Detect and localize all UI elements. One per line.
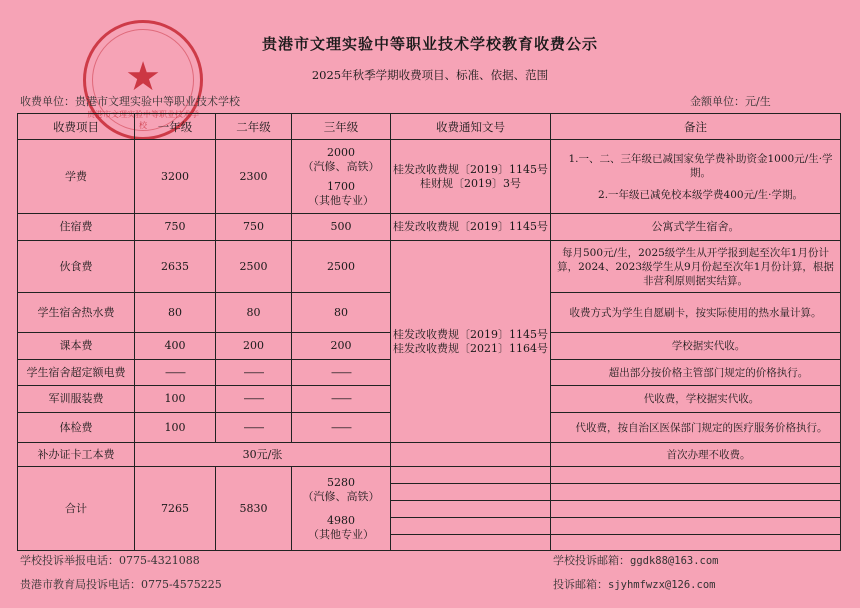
note-cell: 代收费，学校据实代收。 — [551, 386, 841, 413]
grade3-value: 2500 — [292, 241, 391, 293]
grade1-value: 3200 — [135, 140, 216, 214]
note-line: 2.一年级已减免校本级学费400元/生·学期。 — [598, 188, 803, 201]
header-grade3: 三年级 — [292, 114, 391, 140]
header-grade1: 一年级 — [135, 114, 216, 140]
doc-number-empty — [391, 443, 551, 467]
item-name: 学生宿舍超定额电费 — [18, 360, 135, 386]
grade1-value: 7265 — [135, 467, 216, 551]
empty-cell — [391, 501, 551, 518]
grade3-line: （其他专业） — [308, 527, 374, 541]
grade3-value — [292, 140, 391, 214]
item-name: 住宿费 — [18, 214, 135, 241]
fee-table — [17, 113, 841, 551]
grade3-line: 1700 — [327, 179, 355, 193]
doc-line: 桂发改收费规〔2021〕1164号 — [393, 341, 548, 355]
grade1-value: 80 — [135, 293, 216, 333]
note-cell: 公寓式学生宿舍。 — [551, 214, 841, 241]
empty-cell — [551, 484, 841, 501]
item-name: 伙食费 — [18, 241, 135, 293]
grade2-value: —— — [216, 360, 292, 386]
note-cell — [551, 140, 841, 214]
empty-cell — [391, 535, 551, 551]
complaint-email-label: 投诉邮箱： — [553, 578, 608, 591]
empty-cell — [551, 535, 841, 551]
school-email-label: 学校投诉邮箱： — [553, 554, 630, 567]
grade2-value: 2500 — [216, 241, 292, 293]
item-name: 补办证卡工本费 — [18, 443, 135, 467]
table-row-dorm — [18, 214, 841, 241]
header-doc: 收费通知文号 — [391, 114, 551, 140]
note-cell: 学校据实代收。 — [551, 333, 841, 360]
empty-cell — [391, 518, 551, 535]
complaint-phone — [20, 552, 200, 568]
grade3-line: 4980 — [327, 513, 355, 527]
item-name: 体检费 — [18, 413, 135, 443]
bureau-phone-label: 贵港市教育局投诉电话： — [20, 578, 141, 591]
grade3-value: —— — [292, 360, 391, 386]
grade2-value: —— — [216, 386, 292, 413]
grade3-value: —— — [292, 386, 391, 413]
grade3-value: 80 — [292, 293, 391, 333]
item-name: 学生宿舍热水费 — [18, 293, 135, 333]
grade3-line: 2000 — [327, 145, 355, 159]
table-row-tuition — [18, 140, 841, 214]
grade1-value: —— — [135, 360, 216, 386]
empty-cell — [391, 467, 551, 484]
bureau-phone-number: 0775-4575225 — [141, 578, 222, 591]
item-name: 课本费 — [18, 333, 135, 360]
note-cell: 收费方式为学生自愿刷卡，按实际使用的热水量计算。 — [551, 293, 841, 333]
grade1-value: 750 — [135, 214, 216, 241]
grade2-value: 80 — [216, 293, 292, 333]
note-cell: 代收费，按自治区医保部门规定的医疗服务价格执行。 — [551, 413, 841, 443]
doc-number: 桂发改收费规〔2019〕1145号 — [391, 214, 551, 241]
empty-cell — [551, 518, 841, 535]
doc-line: 桂发改收费规〔2019〕1145号 — [393, 162, 548, 176]
grade3-line: （汽修、高铁） — [302, 159, 380, 173]
charging-unit: 收费单位：贵港市文理实验中等职业技术学校 — [20, 95, 240, 108]
grade1-value: 400 — [135, 333, 216, 360]
item-name: 学费 — [18, 140, 135, 214]
empty-cell — [551, 467, 841, 484]
complaint-phone-label: 学校投诉举报电话： — [20, 554, 119, 567]
grade1-value: 100 — [135, 413, 216, 443]
grade2-value: 2300 — [216, 140, 292, 214]
doc-number-shared — [391, 241, 551, 443]
doc-number — [391, 140, 551, 214]
grade1-value: 2635 — [135, 241, 216, 293]
grade3-line: 5280 — [327, 475, 355, 489]
item-name: 军训服装费 — [18, 386, 135, 413]
header-grade2: 二年级 — [216, 114, 292, 140]
grade1-value: 100 — [135, 386, 216, 413]
card-fee-value: 30元/张 — [135, 443, 391, 467]
empty-cell — [391, 484, 551, 501]
note-cell: 每月500元/生，2025级学生从开学报到起至次年1月份计算，2024、2023级学生从9月份起至次年1月份计算，根据非营利原则据实结算。 — [551, 241, 841, 293]
table-row-total — [18, 467, 841, 484]
empty-cell — [551, 501, 841, 518]
complaint-phone-number: 0775-4321088 — [119, 554, 200, 567]
header-note: 备注 — [551, 114, 841, 140]
doc-line: 桂财规〔2019〕3号 — [420, 176, 521, 190]
amount-unit: 金额单位：元/生 — [690, 95, 771, 108]
grade3-line: （汽修、高铁） — [302, 489, 380, 503]
note-cell: 首次办理不收费。 — [551, 443, 841, 467]
table-row-meal — [18, 241, 841, 293]
page-subtitle: 2025年秋季学期收费项目、标准、依据、范围 — [311, 68, 549, 82]
grade2-value: 200 — [216, 333, 292, 360]
item-name: 合计 — [18, 467, 135, 551]
complaint-email — [553, 576, 715, 592]
header-item: 收费项目 — [18, 114, 135, 140]
school-email — [553, 552, 719, 568]
grade3-line: （其他专业） — [308, 193, 374, 207]
grade3-value: 200 — [292, 333, 391, 360]
school-email-address: ggdk88@163.com — [630, 555, 719, 567]
grade2-value: —— — [216, 413, 292, 443]
page-title: 贵港市文理实验中等职业技术学校教育收费公示 — [261, 35, 598, 53]
note-cell: 超出部分按价格主管部门规定的价格执行。 — [551, 360, 841, 386]
seal-star-icon: ★ — [125, 54, 161, 100]
complaint-email-address: sjyhmfwzx@126.com — [608, 579, 716, 591]
grade2-value: 5830 — [216, 467, 292, 551]
bureau-phone — [20, 576, 222, 592]
table-header-row — [18, 114, 841, 140]
seal-text: 贵港市文理实验中等职业技术学校 — [87, 110, 199, 130]
grade2-value: 750 — [216, 214, 292, 241]
grade3-value — [292, 467, 391, 551]
grade3-value: 500 — [292, 214, 391, 241]
doc-line: 桂发改收费规〔2019〕1145号 — [393, 327, 548, 341]
table-row-card — [18, 443, 841, 467]
grade3-value: —— — [292, 413, 391, 443]
note-line: 1.一、二、三年级已减国家免学费补助资金1000元/生·学期。 — [568, 152, 833, 179]
